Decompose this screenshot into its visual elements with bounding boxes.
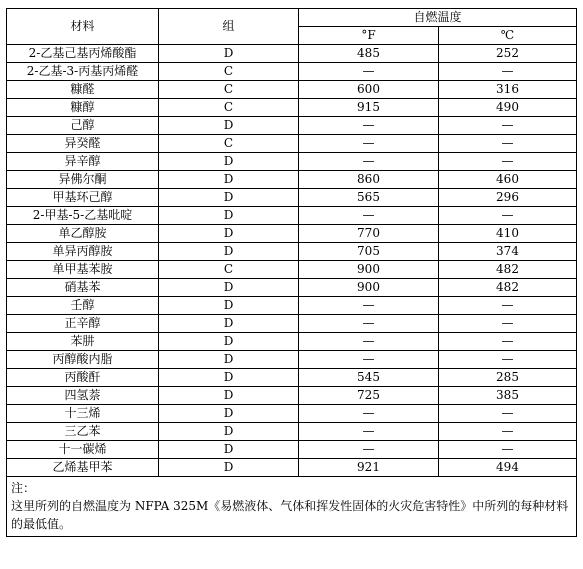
table-row <box>7 81 577 99</box>
cell-temp-f: — <box>299 333 439 351</box>
table-row <box>7 135 577 153</box>
cell-group: D <box>159 297 299 315</box>
table-row <box>7 189 577 207</box>
cell-material: 硝基苯 <box>7 279 159 297</box>
cell-group: D <box>159 369 299 387</box>
header-unit-c: ℃ <box>439 27 577 45</box>
cell-temp-f: 770 <box>299 225 439 243</box>
table-body <box>7 45 577 477</box>
cell-temp-c: — <box>439 135 577 153</box>
cell-temp-f: 600 <box>299 81 439 99</box>
cell-material: 2-乙基-3-丙基丙烯醛 <box>7 63 159 81</box>
cell-temp-c: 252 <box>439 45 577 63</box>
cell-group: D <box>159 243 299 261</box>
cell-group: D <box>159 333 299 351</box>
cell-temp-f: — <box>299 153 439 171</box>
cell-material: 异癸醛 <box>7 135 159 153</box>
cell-temp-f: — <box>299 423 439 441</box>
cell-material: 己醇 <box>7 117 159 135</box>
cell-temp-c: — <box>439 207 577 225</box>
cell-temp-f: — <box>299 135 439 153</box>
cell-group: D <box>159 225 299 243</box>
table-row <box>7 261 577 279</box>
cell-temp-f: 900 <box>299 261 439 279</box>
cell-material: 单甲基苯胺 <box>7 261 159 279</box>
cell-group: D <box>159 45 299 63</box>
table-row <box>7 315 577 333</box>
note-row <box>7 477 577 537</box>
cell-temp-f: — <box>299 117 439 135</box>
table-row <box>7 153 577 171</box>
cell-temp-f: 565 <box>299 189 439 207</box>
table-row <box>7 297 577 315</box>
table-row <box>7 45 577 63</box>
cell-material: 苯肼 <box>7 333 159 351</box>
table-row <box>7 63 577 81</box>
cell-material: 乙烯基甲苯 <box>7 459 159 477</box>
cell-group: D <box>159 459 299 477</box>
table-row <box>7 171 577 189</box>
cell-group: D <box>159 351 299 369</box>
cell-material: 异辛醇 <box>7 153 159 171</box>
cell-temp-c: — <box>439 315 577 333</box>
cell-temp-c: — <box>439 333 577 351</box>
cell-temp-c: — <box>439 351 577 369</box>
table-row <box>7 279 577 297</box>
cell-temp-f: 921 <box>299 459 439 477</box>
cell-temp-c: — <box>439 153 577 171</box>
table-row <box>7 333 577 351</box>
cell-material: 丙酸酐 <box>7 369 159 387</box>
table-row <box>7 225 577 243</box>
cell-temp-f: 900 <box>299 279 439 297</box>
table-row <box>7 423 577 441</box>
cell-temp-c: 482 <box>439 279 577 297</box>
cell-temp-f: 860 <box>299 171 439 189</box>
header-material: 材料 <box>7 9 159 45</box>
cell-group: D <box>159 387 299 405</box>
cell-group: C <box>159 135 299 153</box>
cell-material: 异佛尔酮 <box>7 171 159 189</box>
cell-material: 四氢萘 <box>7 387 159 405</box>
cell-group: D <box>159 423 299 441</box>
cell-temp-c: — <box>439 441 577 459</box>
cell-temp-f: 705 <box>299 243 439 261</box>
header-autoignition: 自燃温度 <box>299 9 577 27</box>
cell-temp-c: — <box>439 405 577 423</box>
header-row <box>7 9 577 27</box>
cell-group: C <box>159 261 299 279</box>
cell-material: 丙醇酸内脂 <box>7 351 159 369</box>
cell-temp-f: — <box>299 63 439 81</box>
cell-material: 甲基环己醇 <box>7 189 159 207</box>
table-row <box>7 351 577 369</box>
cell-temp-c: — <box>439 117 577 135</box>
cell-material: 十一碳烯 <box>7 441 159 459</box>
cell-temp-c: — <box>439 297 577 315</box>
cell-group: D <box>159 117 299 135</box>
table-row <box>7 369 577 387</box>
cell-temp-f: — <box>299 315 439 333</box>
cell-material: 2-甲基-5-乙基吡啶 <box>7 207 159 225</box>
cell-temp-f: 725 <box>299 387 439 405</box>
cell-group: D <box>159 441 299 459</box>
cell-temp-c: 490 <box>439 99 577 117</box>
cell-temp-c: 494 <box>439 459 577 477</box>
cell-material: 糠醛 <box>7 81 159 99</box>
cell-temp-c: 410 <box>439 225 577 243</box>
table-row <box>7 207 577 225</box>
cell-temp-f: 485 <box>299 45 439 63</box>
cell-material: 2-乙基己基丙烯酸酯 <box>7 45 159 63</box>
header-unit-f: °F <box>299 27 439 45</box>
cell-temp-c: 374 <box>439 243 577 261</box>
note-cell <box>7 477 577 537</box>
table-row <box>7 441 577 459</box>
cell-temp-c: 296 <box>439 189 577 207</box>
cell-group: C <box>159 81 299 99</box>
cell-temp-c: — <box>439 63 577 81</box>
header-group: 组 <box>159 9 299 45</box>
table-row <box>7 459 577 477</box>
cell-group: D <box>159 279 299 297</box>
cell-temp-f: — <box>299 441 439 459</box>
cell-group: C <box>159 99 299 117</box>
cell-temp-f: — <box>299 351 439 369</box>
cell-material: 糠醇 <box>7 99 159 117</box>
table-row <box>7 405 577 423</box>
cell-group: D <box>159 171 299 189</box>
cell-temp-f: — <box>299 207 439 225</box>
cell-temp-f: — <box>299 297 439 315</box>
cell-material: 单异丙醇胺 <box>7 243 159 261</box>
cell-temp-c: 316 <box>439 81 577 99</box>
table-row <box>7 387 577 405</box>
table-row <box>7 99 577 117</box>
cell-temp-f: — <box>299 405 439 423</box>
cell-group: D <box>159 153 299 171</box>
cell-group: D <box>159 189 299 207</box>
cell-group: C <box>159 63 299 81</box>
cell-temp-c: 285 <box>439 369 577 387</box>
cell-group: D <box>159 207 299 225</box>
cell-group: D <box>159 315 299 333</box>
cell-temp-c: 482 <box>439 261 577 279</box>
cell-material: 十三烯 <box>7 405 159 423</box>
table-row <box>7 243 577 261</box>
cell-material: 正辛醇 <box>7 315 159 333</box>
cell-material: 壬醇 <box>7 297 159 315</box>
cell-temp-c: 385 <box>439 387 577 405</box>
cell-group: D <box>159 405 299 423</box>
note-label: 注： <box>11 481 36 495</box>
cell-temp-c: 460 <box>439 171 577 189</box>
cell-temp-c: — <box>439 423 577 441</box>
autoignition-table <box>6 8 577 537</box>
cell-temp-f: 545 <box>299 369 439 387</box>
note-text: 这里所列的自燃温度为 NFPA 325M《易燃液体、气体和挥发性固体的火灾危害特性》中所列的每种材料的最低值。 <box>11 499 569 531</box>
document <box>6 8 576 537</box>
cell-material: 单乙醇胺 <box>7 225 159 243</box>
cell-material: 三乙苯 <box>7 423 159 441</box>
cell-temp-f: 915 <box>299 99 439 117</box>
table-row <box>7 117 577 135</box>
